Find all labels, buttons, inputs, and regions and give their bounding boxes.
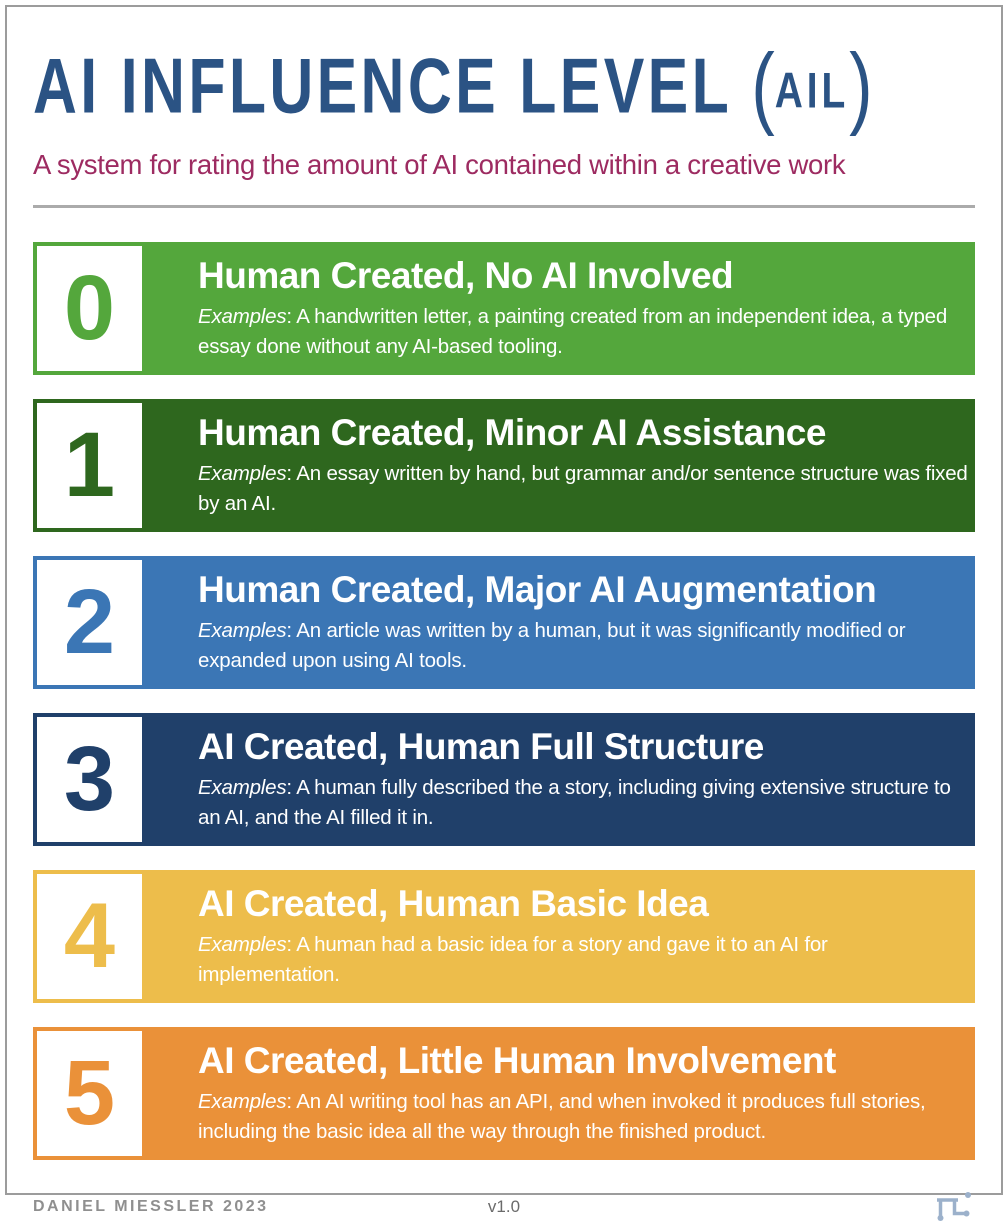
level-examples <box>198 773 971 835</box>
level-row <box>33 1027 975 1160</box>
examples-text: : A handwritten letter, a painting created from an independent idea, a typed essay done without any AI-based tooling. <box>198 304 948 359</box>
examples-text: : A human fully described the a story, including giving extensive structure to an AI, and the AI filled it in. <box>198 775 951 830</box>
level-examples <box>198 302 971 364</box>
title-paren-close: ) <box>849 36 873 137</box>
level-row <box>33 399 975 532</box>
level-row <box>33 242 975 375</box>
level-bar <box>146 399 975 532</box>
level-title: Human Created, No AI Involved <box>198 254 734 296</box>
examples-label: Examples <box>198 461 287 485</box>
level-examples <box>198 1087 971 1149</box>
level-number: 3 <box>63 728 116 831</box>
level-number: 1 <box>63 414 116 517</box>
level-number: 2 <box>63 571 116 674</box>
header-divider <box>33 205 975 208</box>
page-title <box>33 36 873 137</box>
level-row <box>33 713 975 846</box>
examples-label: Examples <box>198 304 287 328</box>
level-title: Human Created, Minor AI Assistance <box>198 411 826 453</box>
credit-text: DANIEL MIESSLER 2023 <box>33 1197 269 1215</box>
level-number-box <box>33 1027 146 1160</box>
level-number-box <box>33 870 146 1003</box>
poster-content <box>7 7 1001 1230</box>
examples-text: : An AI writing tool has an API, and when invoked it produces full stories, including the basic idea all the way through the finished product. <box>198 1089 926 1144</box>
level-number: 4 <box>63 885 116 988</box>
level-bar <box>146 556 975 689</box>
title-acronym: AIL <box>774 62 850 119</box>
level-bar <box>146 713 975 846</box>
examples-text: : An essay written by hand, but grammar and/or sentence structure was fixed by an AI. <box>198 461 968 516</box>
level-title: AI Created, Human Full Structure <box>198 725 764 767</box>
level-bar <box>146 1027 975 1160</box>
examples-text: : A human had a basic idea for a story and gave it to an AI for implementation. <box>198 932 828 987</box>
level-number: 5 <box>63 1042 116 1145</box>
level-row <box>33 556 975 689</box>
version-text: v1.0 <box>487 1196 521 1216</box>
examples-text: : An article was written by a human, but it was significantly modified or expanded upon using AI tools. <box>198 618 906 673</box>
level-number-box <box>33 399 146 532</box>
pi-logo-icon <box>933 1189 975 1225</box>
page-title-main: AI INFLUENCE LEVEL <box>33 41 752 130</box>
level-title: AI Created, Human Basic Idea <box>198 882 709 924</box>
examples-label: Examples <box>198 1089 287 1113</box>
level-examples <box>198 930 971 992</box>
level-title: Human Created, Major AI Augmentation <box>198 568 877 610</box>
level-bar <box>146 870 975 1003</box>
title-paren-open: ( <box>751 36 775 137</box>
level-examples <box>198 616 971 678</box>
examples-label: Examples <box>198 775 287 799</box>
examples-label: Examples <box>198 618 287 642</box>
level-number-box <box>33 713 146 846</box>
levels-list <box>33 242 975 1160</box>
page-footer <box>33 1184 975 1230</box>
level-number-box <box>33 242 146 375</box>
level-title: AI Created, Little Human Involvement <box>198 1039 836 1081</box>
examples-label: Examples <box>198 932 287 956</box>
level-number-box <box>33 556 146 689</box>
level-row <box>33 870 975 1003</box>
level-number: 0 <box>63 257 116 360</box>
level-examples <box>198 459 971 521</box>
page-subtitle: A system for rating the amount of AI contained within a creative work <box>33 148 846 180</box>
poster-frame <box>5 5 1003 1216</box>
level-bar <box>146 242 975 375</box>
